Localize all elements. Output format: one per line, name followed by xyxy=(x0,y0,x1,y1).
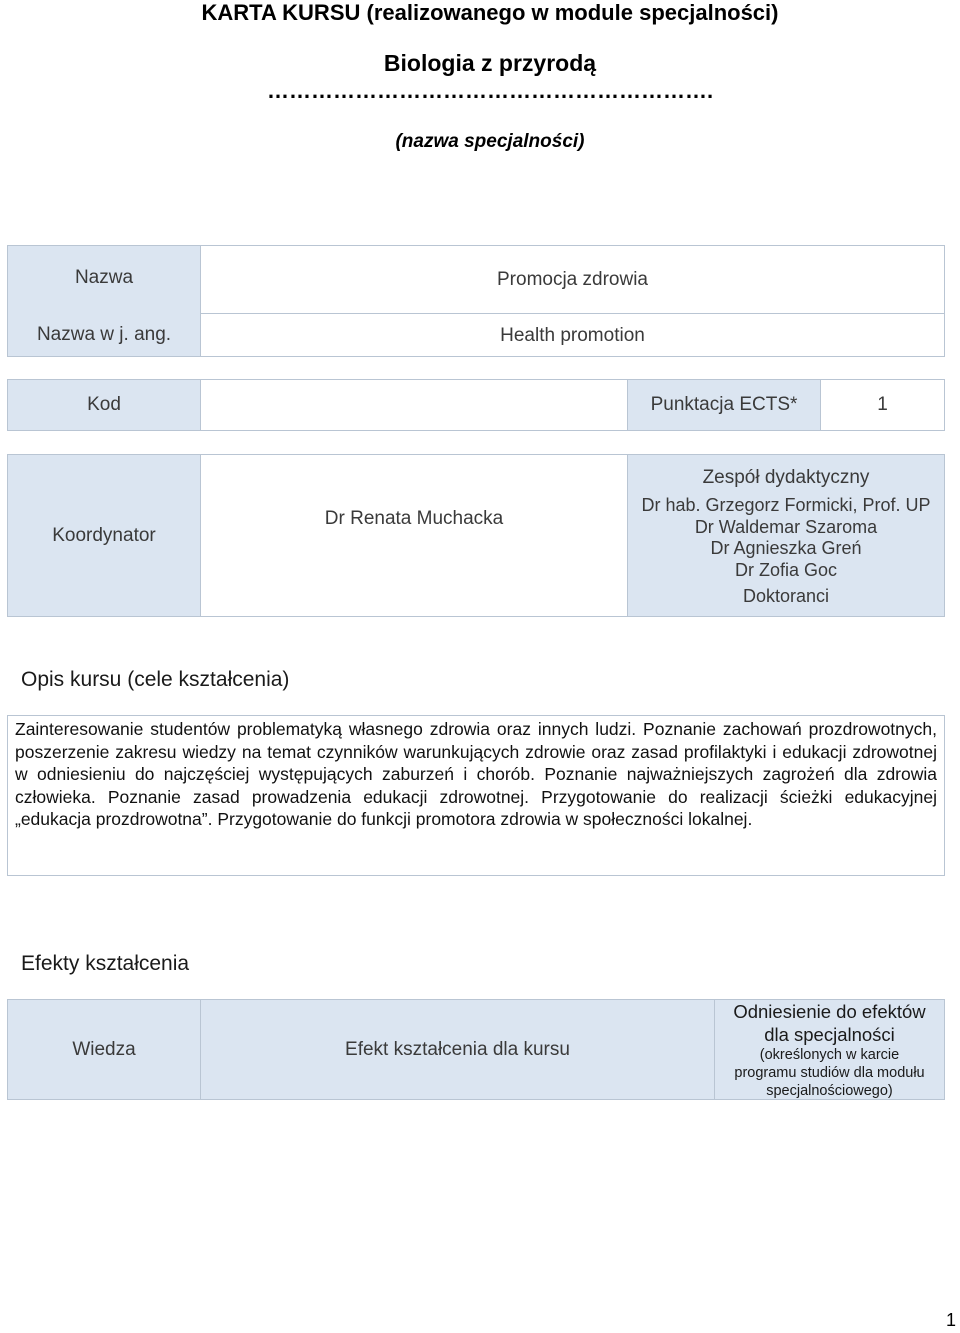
outcomes-divider-1 xyxy=(200,999,201,1100)
team-member: Dr hab. Grzegorz Formicki, Prof. UP xyxy=(641,495,931,515)
outcomes-divider-2 xyxy=(714,999,715,1100)
reference-line: dla specjalności xyxy=(764,1023,895,1045)
description-heading: Opis kursu (cele kształcenia) xyxy=(21,668,290,691)
name-label: Nazwa xyxy=(74,267,134,288)
code-label: Kod xyxy=(87,394,121,415)
coordinator-value: Dr Renata Muchacka xyxy=(324,507,504,529)
team-label: Zespół dydaktyczny xyxy=(702,467,870,488)
code-divider-1 xyxy=(200,379,201,431)
reference-note: (określonych w karcie xyxy=(759,1046,900,1063)
staff-divider-1 xyxy=(200,454,201,617)
team-member: Doktoranci xyxy=(742,586,830,606)
page-number: 1 xyxy=(945,1310,956,1330)
specialty-note: (nazwa specjalności) xyxy=(395,131,585,152)
specialty-dots: ……………………………………………………. xyxy=(266,78,714,103)
ects-label: Punktacja ECTS* xyxy=(650,394,798,415)
outcomes-heading: Efekty kształcenia xyxy=(21,952,190,975)
reference-note: programu studiów dla modułu xyxy=(734,1064,925,1081)
description-box xyxy=(7,715,945,876)
outcomes-table-border xyxy=(7,999,945,1100)
name-value: Promocja zdrowia xyxy=(497,268,648,290)
name-table-border xyxy=(7,245,945,357)
team-member: Dr Agnieszka Greń xyxy=(710,538,862,558)
coordinator-label: Koordynator xyxy=(52,524,156,546)
code-divider-3 xyxy=(820,379,821,431)
team-member: Dr Waldemar Szaroma xyxy=(694,516,878,537)
name-table-row-divider xyxy=(200,313,945,314)
staff-table-border xyxy=(7,454,945,617)
name-table-divider xyxy=(200,245,201,357)
name-en-label: Nazwa w j. ang. xyxy=(36,324,172,345)
code-table-border xyxy=(7,379,945,431)
outcomes-effect-label: Efekt kształcenia dla kursu xyxy=(345,1038,570,1060)
staff-divider-2 xyxy=(627,454,628,617)
code-divider-2 xyxy=(627,379,628,431)
ects-value: 1 xyxy=(877,394,888,415)
name-en-value: Health promotion xyxy=(500,324,645,346)
description-text: Zainteresowanie studentów problematyką własnego zdrowia oraz innych ludzi. Poznanie zachowań prozdrowotnych, poszerzenie zakresu wiedzy na temat czynników warunkujących zdrowie oraz zasad profilaktyki i edukacji zdrowotnej w odniesieniu do najczęściej występujących zaburzeń i chorób. Poznanie najważniejszych zagrożeń dla zdrowia człowieka. Poznanie zasad prowadzenia edukacji zdrowotnej. Przygotowanie do realizacji ścieżki edukacyjnej „edukacja prozdrowotna”. Przygotowanie do funkcji promotora zdrowia w społeczności lokalnej. xyxy=(15,719,937,829)
reference-line: Odniesienie do efektów xyxy=(733,1000,926,1022)
reference-note: specjalnościowego) xyxy=(766,1082,893,1099)
team-member: Dr Zofia Goc xyxy=(734,559,838,580)
document-title: KARTA KURSU (realizowanego w module specjalności) xyxy=(201,0,779,25)
outcomes-knowledge-label: Wiedza xyxy=(72,1038,136,1060)
specialty-name: Biologia z przyrodą xyxy=(383,50,597,76)
